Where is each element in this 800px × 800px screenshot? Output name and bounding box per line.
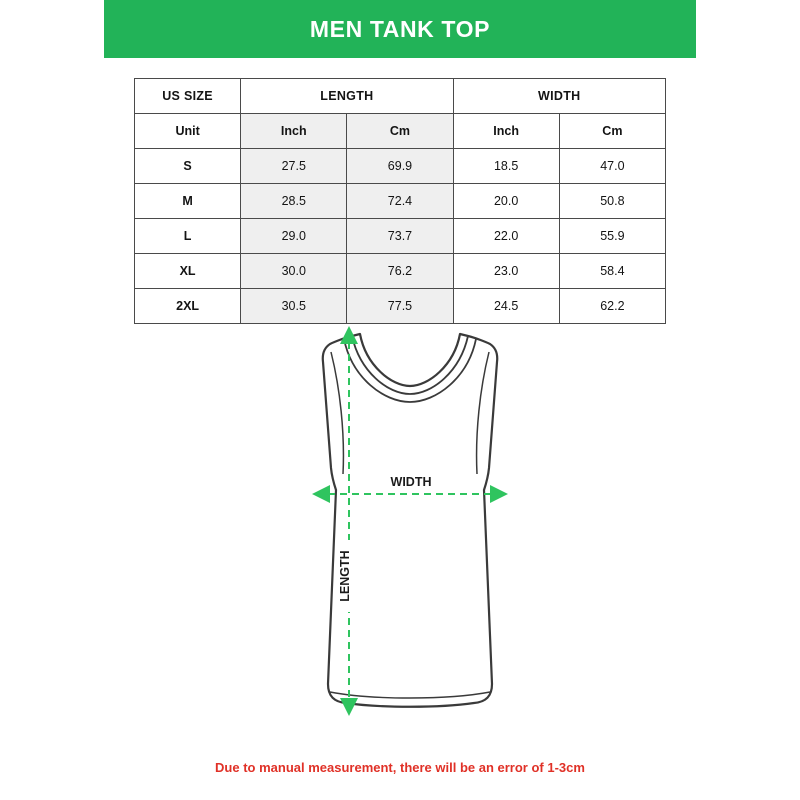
cell-width-cm: 47.0 bbox=[559, 149, 665, 184]
cell-width-cm: 55.9 bbox=[559, 219, 665, 254]
column-header-length: LENGTH bbox=[241, 79, 453, 114]
cell-size: 2XL bbox=[135, 289, 241, 324]
cell-width-inch: 22.0 bbox=[453, 219, 559, 254]
cell-width-cm: 62.2 bbox=[559, 289, 665, 324]
size-chart-table bbox=[134, 78, 666, 324]
page-title: MEN TANK TOP bbox=[309, 15, 491, 42]
cell-length-cm: 76.2 bbox=[347, 254, 453, 289]
cell-length-inch: 30.0 bbox=[241, 254, 347, 289]
cell-width-cm: 58.4 bbox=[559, 254, 665, 289]
width-label: WIDTH bbox=[390, 475, 432, 489]
cell-length-cm: 72.4 bbox=[347, 184, 453, 219]
column-header-width: WIDTH bbox=[453, 79, 665, 114]
measurement-disclaimer: Due to manual measurement, there will be an error of 1-3cm bbox=[215, 760, 585, 775]
cell-length-inch: 29.0 bbox=[241, 219, 347, 254]
cell-width-inch: 24.5 bbox=[453, 289, 559, 324]
cell-size: XL bbox=[135, 254, 241, 289]
tank-top-outline bbox=[323, 334, 497, 707]
cell-length-cm: 77.5 bbox=[347, 289, 453, 324]
table-row bbox=[135, 149, 666, 184]
table-unit-row bbox=[135, 114, 666, 149]
length-label: LENGTH bbox=[338, 550, 352, 602]
table-header-row bbox=[135, 79, 666, 114]
unit-width-inch: Inch bbox=[453, 114, 559, 149]
unit-width-cm: Cm bbox=[559, 114, 665, 149]
cell-length-cm: 69.9 bbox=[347, 149, 453, 184]
column-header-us-size: US SIZE bbox=[135, 79, 241, 114]
header-banner bbox=[104, 0, 696, 58]
unit-length-inch: Inch bbox=[241, 114, 347, 149]
cell-length-inch: 28.5 bbox=[241, 184, 347, 219]
table-row bbox=[135, 219, 666, 254]
cell-width-inch: 23.0 bbox=[453, 254, 559, 289]
cell-size: L bbox=[135, 219, 241, 254]
table-row bbox=[135, 254, 666, 289]
size-chart-table-wrapper bbox=[134, 78, 666, 324]
cell-length-cm: 73.7 bbox=[347, 219, 453, 254]
cell-width-inch: 18.5 bbox=[453, 149, 559, 184]
cell-size: S bbox=[135, 149, 241, 184]
unit-length-cm: Cm bbox=[347, 114, 453, 149]
cell-size: M bbox=[135, 184, 241, 219]
cell-length-inch: 30.5 bbox=[241, 289, 347, 324]
table-row bbox=[135, 184, 666, 219]
cell-width-inch: 20.0 bbox=[453, 184, 559, 219]
cell-width-cm: 50.8 bbox=[559, 184, 665, 219]
unit-label: Unit bbox=[135, 114, 241, 149]
cell-length-inch: 27.5 bbox=[241, 149, 347, 184]
tank-top-diagram bbox=[0, 318, 800, 738]
